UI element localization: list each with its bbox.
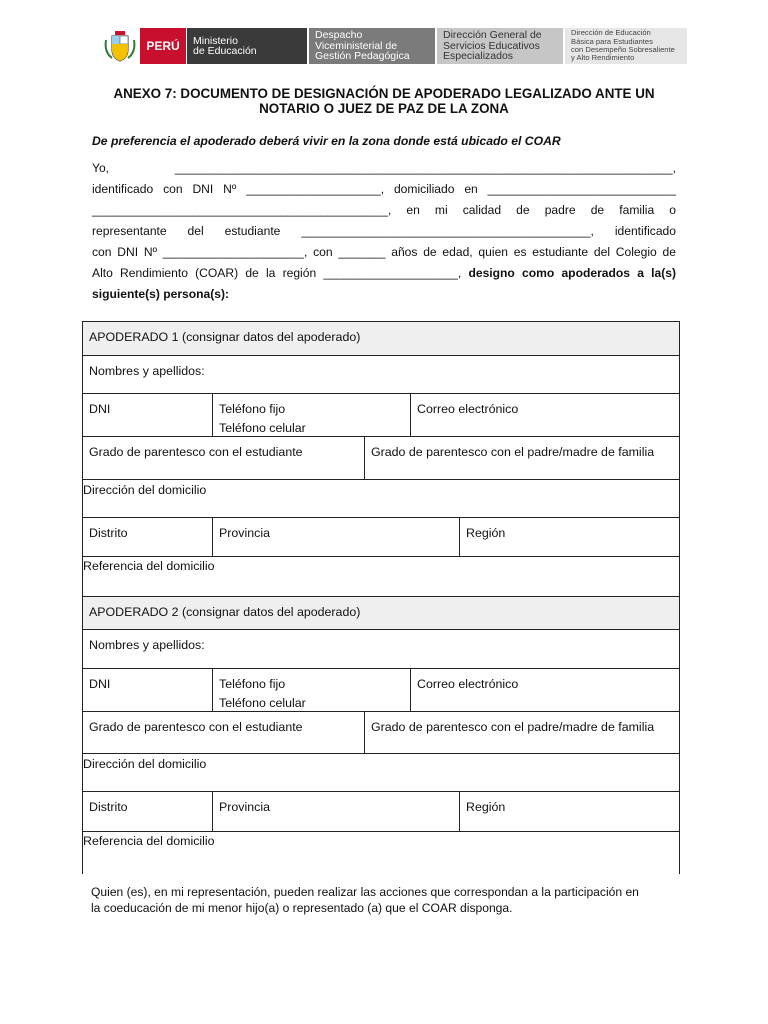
- ubicacion-row: [83, 517, 679, 556]
- referencia-row: [83, 556, 679, 597]
- region-field[interactable]: [459, 518, 679, 556]
- distrito-label: Distrito: [89, 800, 128, 814]
- correo-label: Correo electrónico: [417, 402, 519, 416]
- dni-field[interactable]: [83, 394, 212, 436]
- region-label: Región: [466, 800, 506, 814]
- contact-row: [83, 668, 679, 711]
- parentesco-estudiante-label: Grado de parentesco con el estudiante: [89, 720, 303, 734]
- dni-field[interactable]: [83, 669, 212, 711]
- paragraph-bold-text: siguiente(s) persona(s):: [92, 287, 230, 301]
- paragraph-line: [92, 263, 676, 284]
- referencia-row: [83, 831, 679, 875]
- correo-field[interactable]: [410, 669, 679, 711]
- direccion-label: Dirección del domicilio: [83, 483, 207, 497]
- telefono-celular-label: Teléfono celular: [219, 421, 306, 435]
- direccion-label: Dirección del domicilio: [83, 757, 207, 771]
- paragraph-line: representante del estudiante ___________________________________________, identificado: [92, 224, 676, 238]
- telefono-field[interactable]: [212, 669, 410, 711]
- direccion-field[interactable]: [83, 754, 679, 791]
- parentesco-padre-label: Grado de parentesco con el padre/madre de familia: [371, 720, 655, 734]
- provincia-field[interactable]: [212, 792, 459, 831]
- document-title: ANEXO 7: DOCUMENTO DE DESIGNACIÓN DE APODERADO LEGALIZADO ANTE UN NOTARIO O JUEZ DE PAZ DE LA ZONA: [113, 86, 655, 116]
- nombres-label: Nombres y apellidos:: [89, 364, 205, 378]
- region-label: Región: [466, 526, 506, 540]
- distrito-field[interactable]: [83, 792, 212, 831]
- header-direccion-general-block: Dirección General de Servicios Educativos Especializados: [437, 28, 563, 64]
- referencia-label: Referencia del domicilio: [83, 559, 215, 573]
- header-ministerio-block: Ministerio de Educación: [187, 28, 307, 64]
- header-despacho-block: Despacho Viceministerial de Gestión Pedagógica: [309, 28, 435, 64]
- parentesco-estudiante-field[interactable]: [83, 712, 364, 753]
- closing-line: Quien (es), en mi representación, pueden realizar las acciones que correspondan a la participación en: [91, 885, 639, 899]
- telefono-celular-label: Teléfono celular: [219, 696, 306, 710]
- apoderado-2-heading-row: [83, 597, 679, 629]
- correo-field[interactable]: [410, 394, 679, 436]
- closing-line: la coeducación de mi menor hijo(a) o representado (a) que el COAR disponga.: [91, 901, 513, 915]
- direccion-field[interactable]: [83, 480, 679, 517]
- paragraph-text: Alto Rendimiento (COAR) de la región ____________________,: [92, 266, 469, 280]
- paragraph-line: ____________________________________________, en mi calidad de padre de familia o: [92, 203, 676, 217]
- nombres-field[interactable]: [83, 356, 679, 393]
- parentesco-padre-field[interactable]: [364, 712, 679, 753]
- nombres-row: [83, 629, 679, 668]
- provincia-field[interactable]: [212, 518, 459, 556]
- paragraph-line: con DNI Nº _____________________, con _______ años de edad, quien es estudiante del Colegio de: [92, 245, 676, 259]
- ubicacion-row: [83, 791, 679, 831]
- provincia-label: Provincia: [219, 526, 270, 540]
- declaration-paragraph: [92, 158, 676, 305]
- header-direccion-educacion-block: Dirección de Educación Básica para Estudiantes con Desempeño Sobresaliente y Alto Rendimiento: [565, 28, 687, 64]
- apoderado-1-heading: APODERADO 1 (consignar datos del apoderado): [89, 330, 361, 344]
- peru-badge: PERÚ: [140, 28, 186, 64]
- referencia-field[interactable]: [83, 832, 679, 875]
- nombres-field[interactable]: [83, 630, 679, 668]
- apoderado-1-heading-row: [83, 322, 679, 355]
- apoderado-2-form: [82, 596, 680, 874]
- parentesco-row: [83, 711, 679, 753]
- direccion-row: [83, 479, 679, 517]
- dni-label: DNI: [89, 402, 111, 416]
- paragraph-line: identificado con DNI Nº ____________________, domiciliado en ____________________________: [92, 182, 676, 196]
- direccion-row: [83, 753, 679, 791]
- telefono-fijo-label: Teléfono fijo: [219, 402, 286, 416]
- dni-label: DNI: [89, 677, 111, 691]
- parentesco-padre-label: Grado de parentesco con el padre/madre de familia: [371, 445, 655, 459]
- region-field[interactable]: [459, 792, 679, 831]
- telefono-field[interactable]: [212, 394, 410, 436]
- correo-label: Correo electrónico: [417, 677, 519, 691]
- distrito-label: Distrito: [89, 526, 128, 540]
- contact-row: [83, 393, 679, 436]
- distrito-field[interactable]: [83, 518, 212, 556]
- document-subtitle: De preferencia el apoderado deberá vivir en la zona donde está ubicado el COAR: [92, 134, 561, 148]
- referencia-label: Referencia del domicilio: [83, 834, 215, 848]
- telefono-fijo-label: Teléfono fijo: [219, 677, 286, 691]
- paragraph-line: [92, 284, 676, 305]
- parentesco-padre-field[interactable]: [364, 437, 679, 479]
- peru-coat-of-arms-icon: [102, 30, 138, 64]
- nombres-label: Nombres y apellidos:: [89, 638, 205, 652]
- parentesco-estudiante-label: Grado de parentesco con el estudiante: [89, 445, 303, 459]
- apoderado-2-heading: APODERADO 2 (consignar datos del apoderado): [89, 605, 361, 619]
- apoderado-1-form: [82, 321, 680, 597]
- closing-paragraph: [91, 884, 677, 916]
- parentesco-estudiante-field[interactable]: [83, 437, 364, 479]
- paragraph-bold-text: designo como apoderados a la(s): [468, 266, 676, 280]
- referencia-field[interactable]: [83, 557, 679, 597]
- provincia-label: Provincia: [219, 800, 270, 814]
- parentesco-row: [83, 436, 679, 479]
- paragraph-line: Yo, __________________________________________________________________________,: [92, 161, 676, 175]
- nombres-row: [83, 355, 679, 393]
